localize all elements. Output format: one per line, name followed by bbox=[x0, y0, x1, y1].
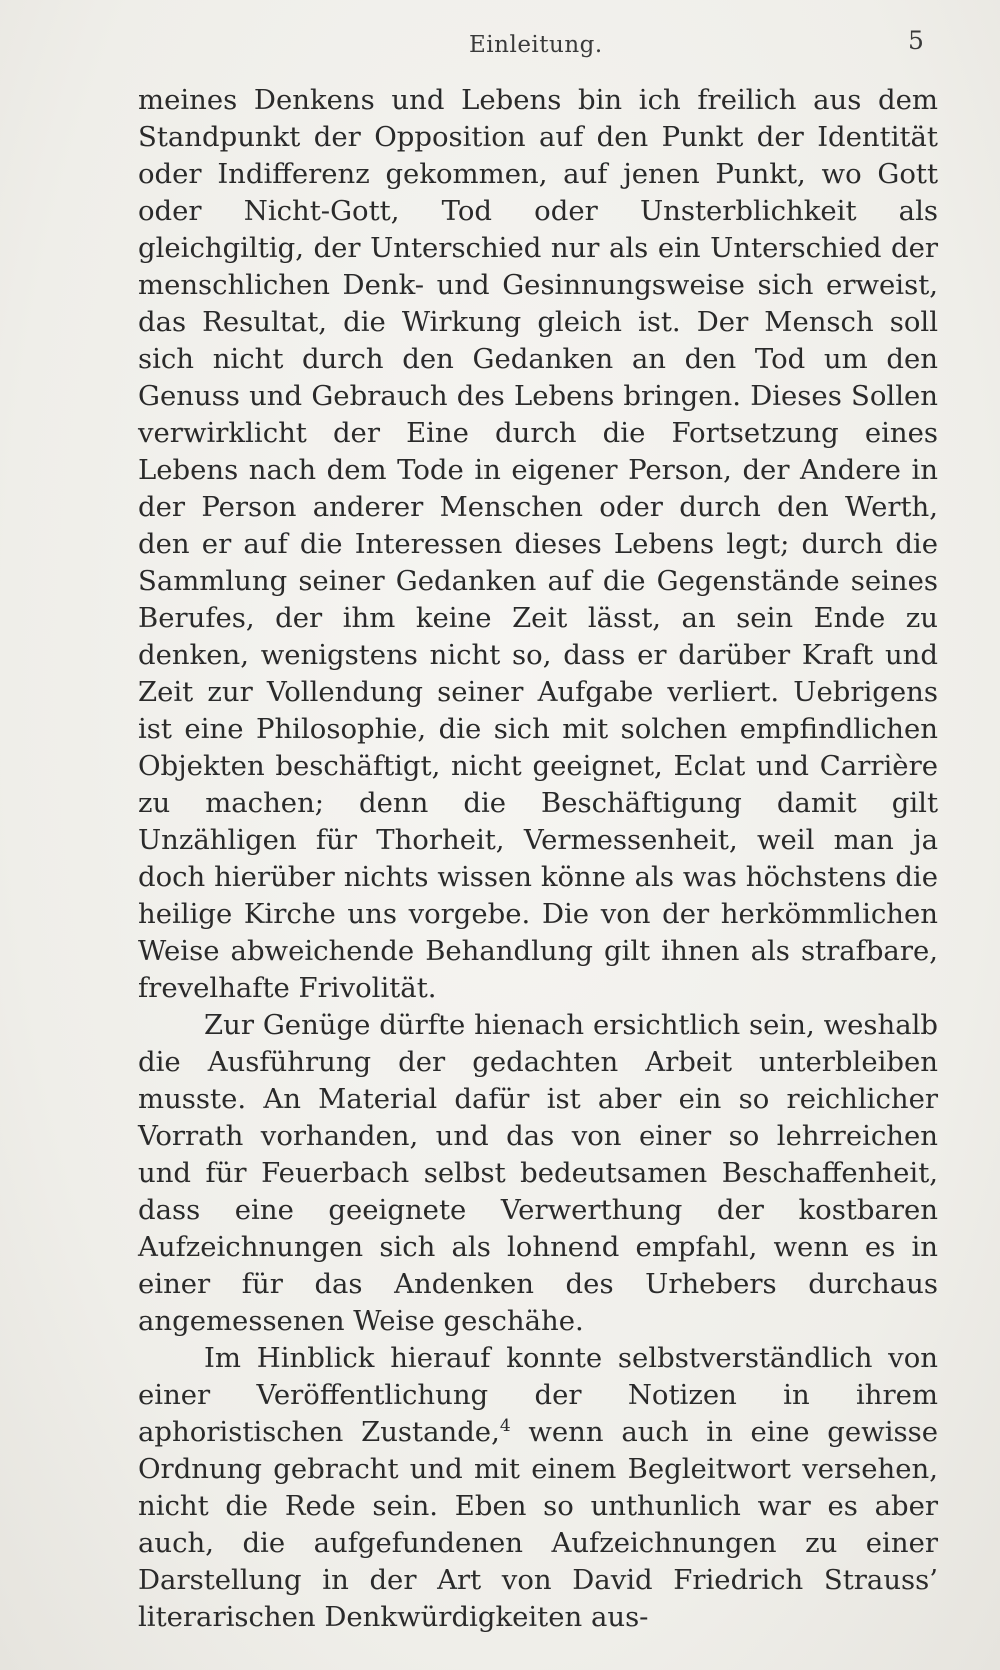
paragraph-3-text-start: Im Hinblick hierauf konnte selbstverständlich von einer Veröffentlichung der Notizen in ihrem aphoristischen Zustande, bbox=[138, 1342, 938, 1448]
page-number: 5 bbox=[908, 26, 924, 55]
footnote-reference[interactable]: 4 bbox=[499, 1416, 511, 1436]
paragraph-2: Zur Genüge dürfte hienach ersichtlich sein, weshalb die Ausführung der gedachten Arbeit unterbleiben musste. An Material dafür ist aber ein so reichlicher Vorrath vorhanden, und das von einer so lehrreichen und für Feuerbach selbst bedeutsamen Beschaffenheit, dass eine geeignete Verwerthung der kostbaren Aufzeichnungen sich als lohnend empfahl, wenn es in einer für das Andenken des Urhebers durchaus angemessenen Weise geschähe. bbox=[138, 1009, 938, 1337]
paragraph-3-text-end: wenn auch in eine gewisse Ordnung gebracht und mit einem Begleitwort versehen, nicht die Rede sein. Eben so unthunlich war es aber auch, die aufgefundenen Aufzeichnungen zu einer Darstellung in der Art von David Friedrich Strauss’ literarischen Denkwürdigkeiten aus- bbox=[138, 1416, 938, 1633]
paragraph-1: meines Denkens und Lebens bin ich freilich aus dem Standpunkt der Opposition auf den Punkt der Identität oder Indifferenz gekommen, auf jenen Punkt, wo Gott oder Nicht-Gott, Tod oder Unsterblichkeit als gleichgiltig, der Unterschied nur als ein Unterschied der menschlichen Denk- und Gesinnungsweise sich erweist, das Resultat, die Wirkung gleich ist. Der Mensch soll sich nicht durch den Gedanken an den Tod um den Genuss und Gebrauch des Lebens bringen. Dieses Sollen verwirklicht der Eine durch die Fortsetzung eines Lebens nach dem Tode in eigener Person, der Andere in der Person anderer Menschen oder durch den Werth, den er auf die Interessen dieses Lebens legt; durch die Sammlung seiner Gedanken auf die Gegenstände seines Berufes, der ihm keine Zeit lässt, an sein Ende zu denken, wenigstens nicht so, dass er darüber Kraft und Zeit zur Vollendung seiner Aufgabe verliert. Uebrigens ist eine Philosophie, die sich mit solchen empfindlichen Objekten beschäftigt, nicht geeignet, Eclat und Carrière zu machen; denn die Beschäftigung damit gilt Unzähligen für Thorheit, Vermessenheit, weil man ja doch hierüber nichts wissen könne als was höchstens die heilige Kirche uns vorgebe. Die von der herkömmlichen Weise abweichende Behandlung gilt ihnen als strafbare, frevelhafte Frivolität. bbox=[138, 84, 938, 1004]
body-text bbox=[138, 82, 938, 1636]
paragraph-3 bbox=[138, 1340, 938, 1636]
running-head: Einleitung. bbox=[469, 32, 603, 58]
page-header bbox=[0, 26, 1000, 66]
